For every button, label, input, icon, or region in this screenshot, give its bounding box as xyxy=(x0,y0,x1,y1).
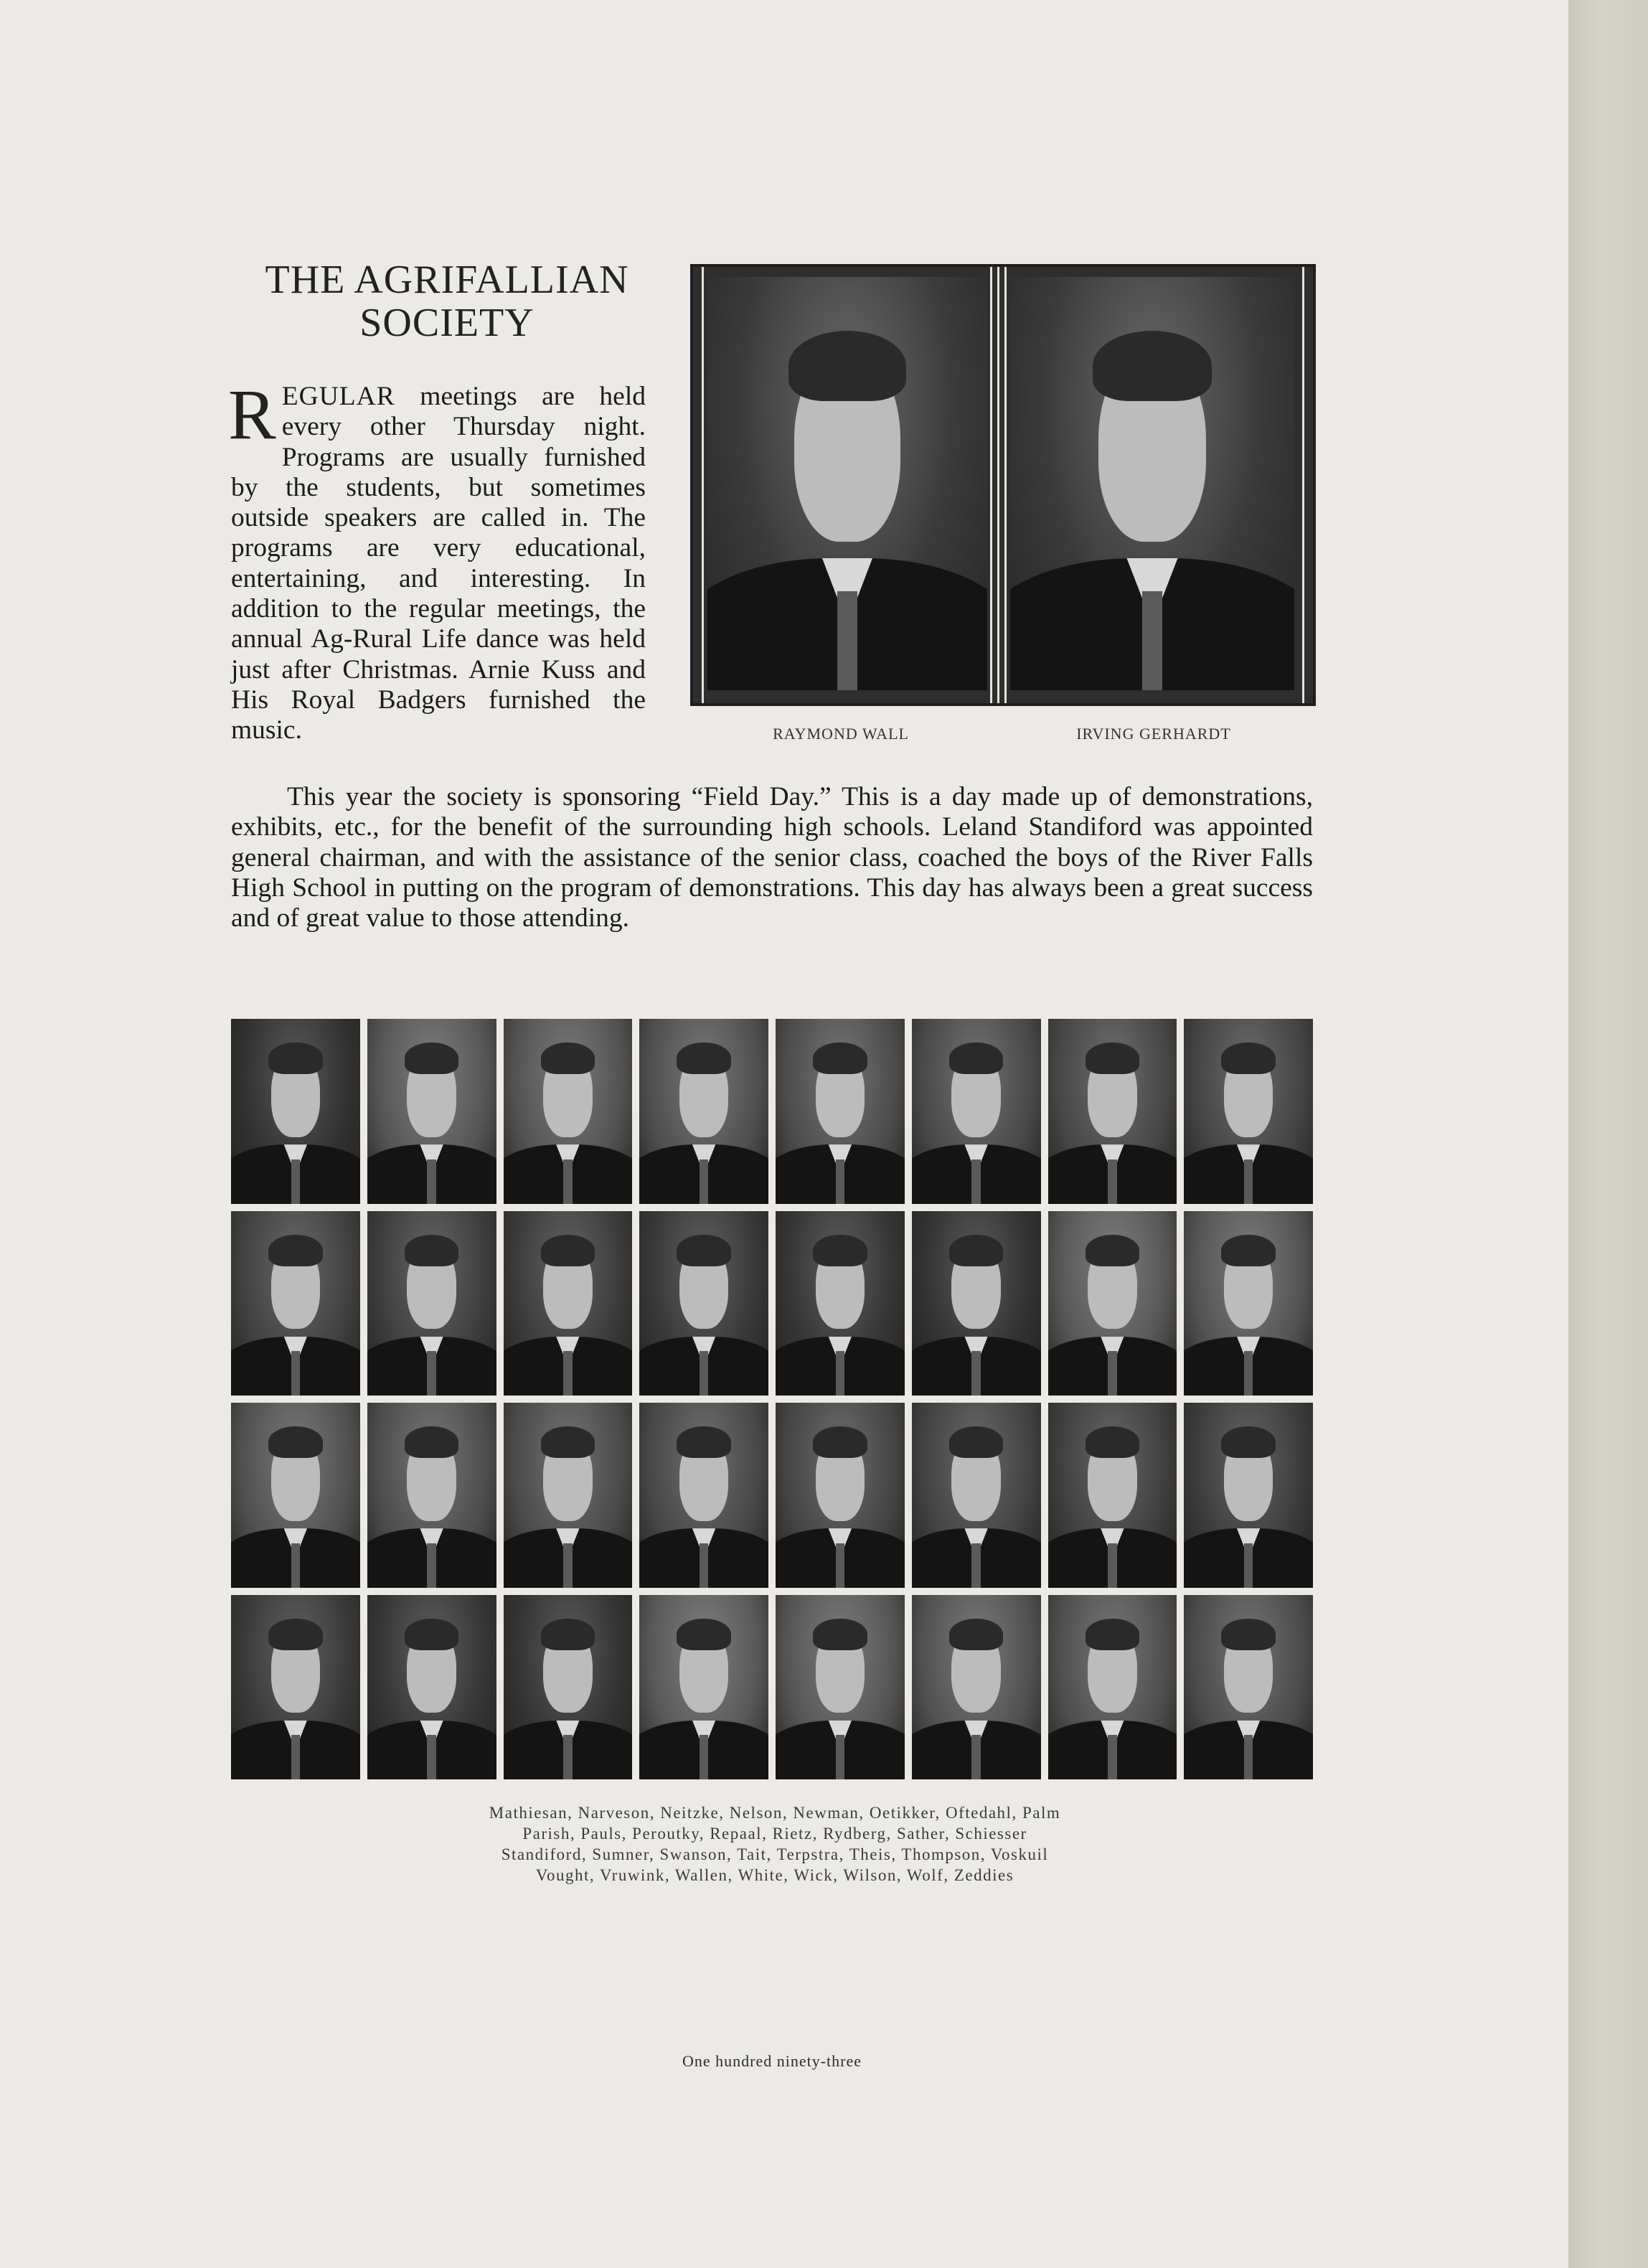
member-portrait xyxy=(367,1211,496,1396)
member-portrait xyxy=(912,1211,1041,1396)
member-portrait xyxy=(912,1019,1041,1204)
intro-text: meetings are held every other Thursday night. Programs are usually furnished by the students, but sometimes outside speakers are called in. The programs are very educational, entertaining, and interesting. In addition to the regular meetings, the annual Ag-Rural Life dance was held just after Christmas. Arnie Kuss and His Royal Badgers furnished the music. xyxy=(231,382,646,745)
member-portrait xyxy=(912,1403,1041,1588)
member-names-line: Mathiesan, Narveson, Neitzke, Nelson, Newman, Oetikker, Oftedahl, Palm xyxy=(489,1804,1061,1822)
title-line-1: THE AGRIFALLIAN xyxy=(265,258,629,302)
frame-rule xyxy=(1302,267,1304,703)
member-portrait xyxy=(367,1595,496,1780)
member-portrait xyxy=(1184,1403,1313,1588)
member-portrait xyxy=(1184,1595,1313,1780)
member-portrait xyxy=(776,1019,905,1204)
intro-paragraph xyxy=(228,375,646,746)
member-portrait xyxy=(231,1403,360,1588)
member-portrait xyxy=(1048,1403,1177,1588)
member-portrait xyxy=(776,1211,905,1396)
member-names-line: Standiford, Sumner, Swanson, Tait, Terpstra, Theis, Thompson, Voskuil xyxy=(501,1845,1049,1863)
member-portrait-grid xyxy=(231,1019,1313,1779)
member-portrait xyxy=(231,1211,360,1396)
officer-caption-2: IRVING GERHARDT xyxy=(1076,725,1231,743)
member-portrait xyxy=(231,1595,360,1780)
frame-rule xyxy=(1004,267,1007,703)
member-portrait xyxy=(776,1403,905,1588)
member-portrait xyxy=(1048,1211,1177,1396)
member-portrait xyxy=(639,1403,768,1588)
member-portrait xyxy=(504,1595,633,1780)
field-day-paragraph: This year the society is sponsoring “Field Day.” This is a day made up of demonstrations, exhibits, etc., for the benefit of the surrounding high schools. Leland Standiford was appointed general chairman, and with the assistance of the senior class, coached the boys of the River Falls High School in putting on the program of demonstrations. This day has always been a great success and of great value to those attending. xyxy=(231,782,1313,933)
page-title xyxy=(228,258,666,344)
member-portrait xyxy=(912,1595,1041,1780)
officer-portrait-raymond-wall xyxy=(707,277,987,690)
page-edge xyxy=(1568,0,1648,2268)
member-names-line: Vought, Vruwink, Wallen, White, Wick, Wilson, Wolf, Zeddies xyxy=(535,1866,1014,1884)
member-portrait xyxy=(504,1211,633,1396)
member-portrait xyxy=(1048,1019,1177,1204)
member-portrait xyxy=(1184,1211,1313,1396)
frame-rule xyxy=(990,267,992,703)
member-portrait xyxy=(231,1019,360,1204)
member-portrait xyxy=(367,1403,496,1588)
member-portrait xyxy=(639,1019,768,1204)
member-portrait xyxy=(639,1211,768,1396)
member-names xyxy=(359,1802,1191,1886)
officer-caption-1: RAYMOND WALL xyxy=(773,725,909,743)
member-names-line: Parish, Pauls, Peroutky, Repaal, Rietz, Rydberg, Sather, Schiesser xyxy=(522,1825,1027,1843)
member-portrait xyxy=(1184,1019,1313,1204)
member-portrait xyxy=(367,1019,496,1204)
officer-portrait-irving-gerhardt xyxy=(1010,277,1294,690)
member-portrait xyxy=(1048,1595,1177,1780)
frame-rule xyxy=(702,267,704,703)
member-portrait xyxy=(639,1595,768,1780)
member-portrait xyxy=(504,1403,633,1588)
member-portrait xyxy=(776,1595,905,1780)
officer-photo-panel xyxy=(690,264,1316,706)
drop-cap: R xyxy=(228,375,276,454)
title-line-2: SOCIETY xyxy=(359,301,535,345)
page-number: One hundred ninety-three xyxy=(682,2052,862,2070)
member-portrait xyxy=(504,1019,633,1204)
frame-rule xyxy=(997,267,999,703)
intro-smallcaps: EGULAR xyxy=(281,382,395,411)
